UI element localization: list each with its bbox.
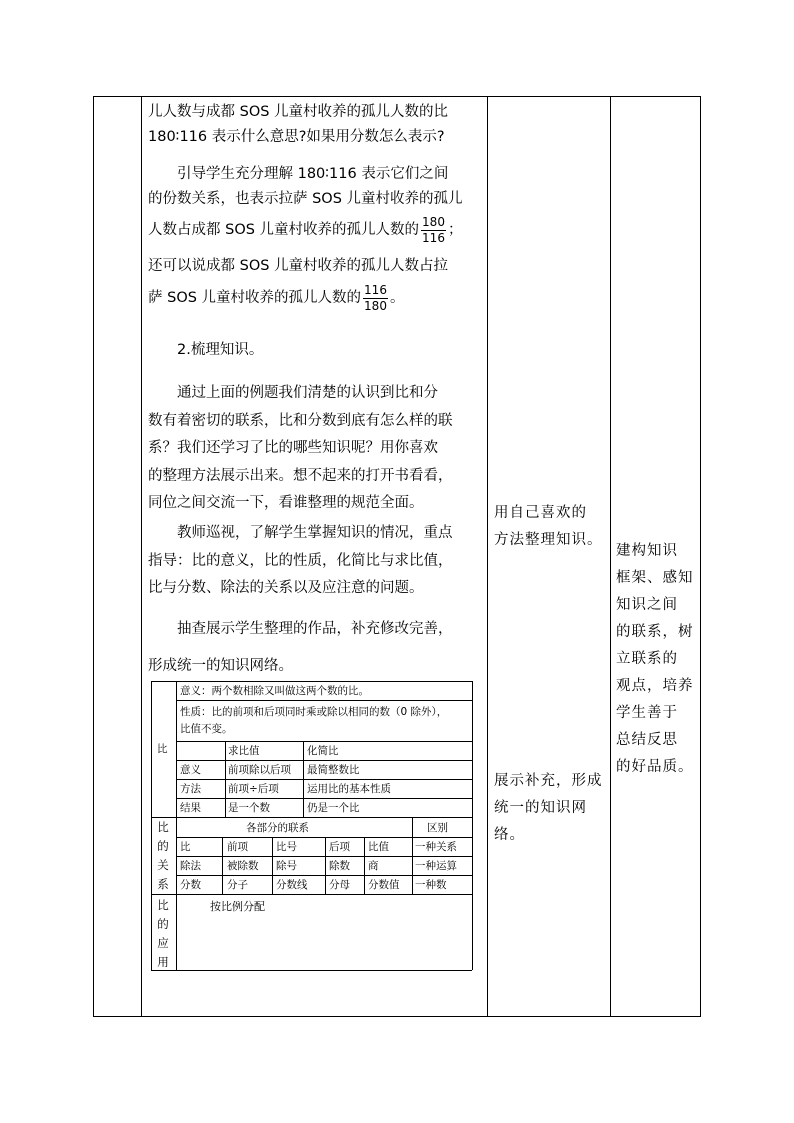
intro-question	[148, 100, 482, 150]
table-border-left	[93, 96, 94, 1016]
cell-hua-result: 仍是一个比	[307, 802, 360, 814]
fraction-116-over-180	[363, 283, 388, 314]
text-line: 指导：比的意义，比的性质，化简比与求比值，	[148, 552, 453, 569]
header-qiu-bizhi: 求比值	[228, 745, 260, 757]
column-divider-1	[141, 96, 142, 1016]
student-activity-1	[494, 500, 606, 554]
row-label-meaning: 意义	[180, 764, 201, 776]
column-divider-2	[487, 96, 488, 1016]
text-line: 建构知识	[616, 543, 678, 559]
row-label-result: 结果	[180, 802, 201, 814]
cell-hua-meaning: 最简整数比	[307, 764, 360, 776]
bi-label: 比	[157, 743, 168, 755]
label-char: 应	[157, 936, 169, 950]
cell-qiu-method: 前项÷后项	[228, 783, 279, 795]
text-line: 的联系，树	[616, 624, 694, 640]
label-char: 用	[157, 955, 169, 969]
text-line: 形成统一的知识网络。	[148, 658, 293, 674]
guide-line-fraction-2	[148, 280, 482, 316]
cell-qiu-meaning: 前项除以后项	[228, 764, 291, 776]
property-text-1: 性质：比的前项和后项同时乘或除以相同的数（0 除外），	[180, 706, 448, 718]
header-relation: 各部分的联系	[246, 822, 309, 834]
show-paragraph	[148, 617, 482, 642]
rel-cell: 商	[368, 860, 379, 872]
cell-qiu-result: 是一个数	[228, 802, 270, 814]
text-line: 同位之间交流一下，看谁整理的规范全面。	[148, 495, 424, 511]
label-char: 关	[157, 858, 169, 872]
text-line: 络。	[494, 827, 525, 843]
text-line: 比与分数、除法的关系以及应注意的问题。	[148, 580, 424, 596]
label-char: 系	[157, 877, 169, 891]
text-line: 还可以说成都 SOS 儿童村收养的孤儿人数占拉	[148, 258, 449, 274]
fraction-denominator: 180	[364, 298, 387, 313]
text-line: 儿人数与成都 SOS 儿童村收养的孤儿人数的比	[148, 104, 449, 120]
meaning-text: 意义：两个数相除又叫做这两个数的比。	[180, 685, 369, 697]
fraction-numerator: 180	[422, 214, 445, 229]
property-text-2: 比值不变。	[180, 723, 233, 735]
rel-cell: 一种数	[415, 879, 447, 891]
rel-cell: 比	[180, 841, 191, 853]
text-line: 的份数关系，也表示拉萨 SOS 儿童村收养的孤儿	[148, 191, 463, 207]
text-line: 立联系的	[616, 651, 678, 667]
rel-cell: 被除数	[227, 860, 259, 872]
text-fragment: ；	[447, 222, 463, 238]
cell-hua-method: 运用比的基本性质	[307, 783, 391, 795]
column-divider-3	[610, 96, 611, 1016]
rel-cell: 前项	[227, 841, 248, 853]
label-char: 比	[157, 898, 169, 912]
table-border-bottom	[93, 1016, 701, 1017]
rel-cell: 比号	[276, 841, 297, 853]
text-line: 观点，培养	[616, 678, 694, 694]
text-line: 知识之间	[616, 597, 678, 613]
label-char: 的	[157, 917, 169, 931]
row-label-method: 方法	[180, 783, 201, 795]
text-line: 引导学生充分理解 180∶116 表示它们之间	[177, 166, 449, 182]
section-heading	[148, 338, 482, 363]
text-line: 抽查展示学生整理的作品，补充修改完善，	[177, 621, 453, 637]
guide-line-4	[148, 254, 482, 279]
rel-cell: 除号	[276, 860, 297, 872]
rel-cell: 除法	[180, 860, 201, 872]
text-line: 数有着密切的联系，比和分数到底有怎么样的联	[148, 412, 453, 429]
rel-cell: 后项	[329, 841, 350, 853]
text-fragment: 萨 SOS 儿童村收养的孤儿人数的	[148, 290, 362, 306]
rel-cell: 分子	[227, 879, 248, 891]
rel-cell: 一种关系	[415, 841, 457, 853]
guide-paragraph	[148, 162, 482, 212]
rel-cell: 除数	[329, 860, 350, 872]
relation-label	[151, 818, 175, 894]
text-line: 统一的知识网	[494, 800, 587, 816]
application-label	[151, 896, 175, 972]
text-line: 系？我们还学习了比的哪些知识呢？用你喜欢	[148, 440, 438, 456]
text-fragment: 人数占成都 SOS 儿童村收养的孤儿人数的	[148, 222, 420, 238]
design-intent	[616, 538, 696, 781]
heading-text: 2.梳理知识。	[177, 342, 264, 358]
application-text: 按比例分配	[210, 900, 265, 913]
header-huajian-bi: 化简比	[307, 745, 339, 757]
knowledge-table	[151, 681, 473, 971]
fraction-180-over-116	[421, 215, 446, 246]
network-paragraph	[148, 654, 482, 679]
table-border-right	[700, 96, 701, 1016]
rel-cell: 分数值	[368, 879, 400, 891]
student-activity-2	[494, 768, 606, 849]
text-line: 的整理方法展示出来。想不起来的打开书看看，	[148, 467, 453, 484]
rel-cell: 分数	[180, 879, 201, 891]
fraction-numerator: 116	[364, 282, 387, 297]
review-paragraph	[148, 380, 482, 518]
text-fragment: 。	[389, 290, 405, 306]
text-line: 学生善于	[616, 705, 678, 721]
text-line: 通过上面的例题我们清楚的认识到比和分	[177, 385, 438, 401]
text-line: 总结反思	[616, 732, 678, 748]
rel-cell: 比值	[368, 841, 389, 853]
rel-cell: 分数线	[276, 879, 308, 891]
text-line: 的好品质。	[616, 759, 694, 775]
text-line: 展示补充，形成	[494, 773, 603, 789]
text-line: 框架、感知	[616, 570, 694, 586]
rel-cell: 一种运算	[415, 860, 457, 872]
fraction-denominator: 116	[422, 230, 445, 245]
guide-line-fraction-1	[148, 212, 482, 248]
rel-cell: 分母	[329, 879, 350, 891]
text-line: 教师巡视，了解学生掌握知识的情况，重点	[177, 525, 453, 541]
text-line: 180∶116 表示什么意思?如果用分数怎么表示?	[148, 129, 445, 145]
teacher-paragraph	[148, 520, 482, 603]
text-line: 方法整理知识。	[494, 532, 603, 548]
label-char: 比	[157, 820, 169, 834]
label-char: 的	[157, 839, 169, 853]
header-difference: 区别	[427, 822, 448, 834]
text-line: 用自己喜欢的	[494, 505, 587, 521]
